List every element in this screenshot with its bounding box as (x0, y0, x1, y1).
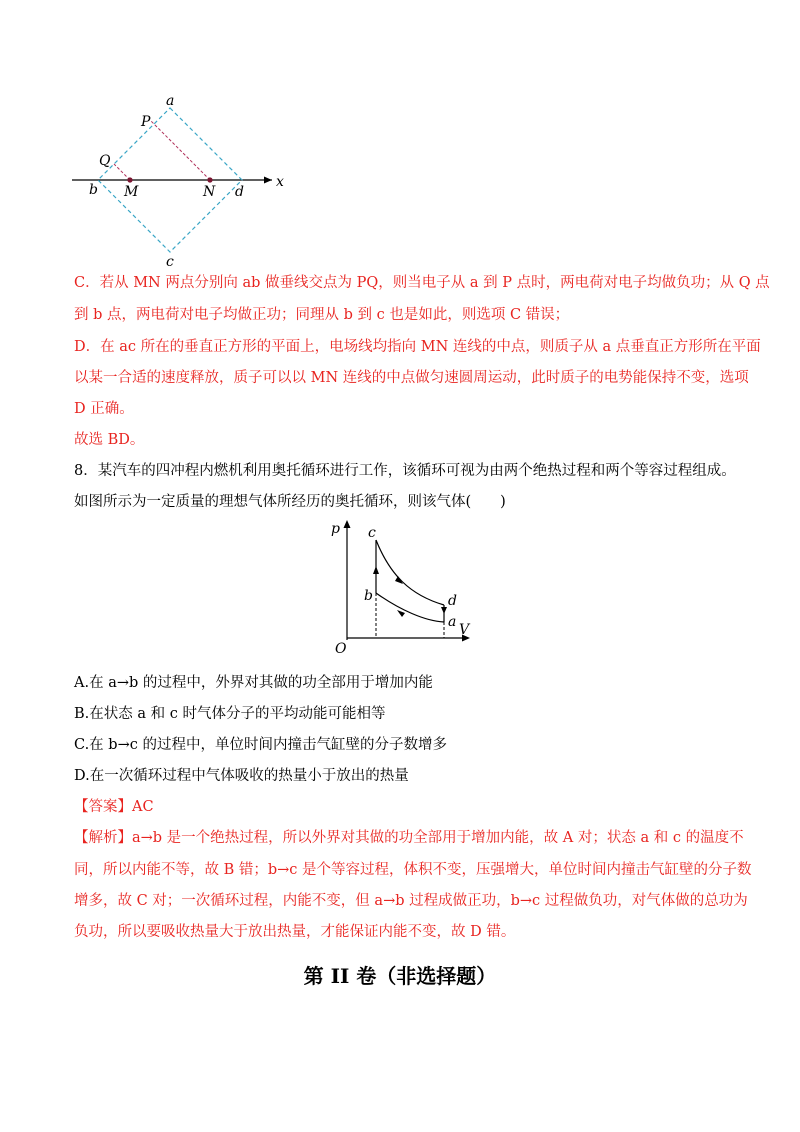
analysis-d-line3: D 正确。 (74, 401, 134, 417)
question8-stem-line1: 8．某汽车的四冲程内燃机利用奥托循环进行工作，该循环可视为由两个绝热过程和两个等容过程组成。 (74, 463, 736, 479)
label-M: M (124, 184, 139, 200)
p-axis-arrow (344, 520, 351, 528)
label-P: P (141, 114, 151, 130)
answer-line: 【答案】AC (74, 799, 154, 815)
charge-M (127, 177, 132, 182)
graph-label-c: c (368, 525, 376, 541)
graph-label-a: a (448, 614, 457, 630)
analysis-conclusion: 故选 BD。 (74, 432, 145, 448)
option-b: B.在状态 a 和 c 时气体分子的平均动能可能相等 (74, 706, 386, 722)
perpendicular-MQ (114, 164, 130, 180)
label-b: b (89, 182, 98, 198)
analysis-d-line2: 以某一合适的速度释放，质子可以以 MN 连线的中点做匀速圆周运动，此时质子的电势能保持不变，选项 (74, 370, 749, 386)
analysis-c-line2: 到 b 点，两电荷对电子均做正功；同理从 b 到 c 也是如此，则选项 C 错误； (74, 307, 570, 323)
perpendicular-NP (150, 120, 210, 180)
option-c: C.在 b→c 的过程中，单位时间内撞击气缸壁的分子数增多 (74, 737, 447, 753)
otto-cycle-graph (0, 515, 800, 655)
arrow-b-c (373, 566, 379, 574)
label-x: x (276, 174, 284, 190)
label-c: c (166, 254, 174, 270)
explanation-line4: 负功，所以要吸收热量大于放出热量，才能保证内能不变，故 D 错。 (74, 924, 516, 940)
arrow-c-d (395, 576, 403, 584)
explanation-line2: 同，所以内能不等，故 B 错；b→c 是个等容过程，体积不变，压强增大，单位时间内撞击气缸壁的分子数 (74, 862, 752, 878)
analysis-d-line1: D．在 ac 所在的垂直正方形的平面上，电场线均指向 MN 连线的中点，则质子从 a 点垂直正方形所在平面 (74, 339, 761, 355)
process-c-d (376, 540, 444, 605)
charge-N (207, 177, 212, 182)
analysis-c-line1: C．若从 MN 两点分别向 ab 做垂线交点为 PQ，则当电子从 a 到 P 点时，两电荷对电子均做负功；从 Q 点 (74, 275, 770, 291)
process-a-b (376, 593, 444, 622)
arrow-d-a (441, 607, 447, 614)
graph-label-O: O (335, 641, 347, 655)
option-a: A.在 a→b 的过程中，外界对其做的功全部用于增加内能 (74, 675, 433, 691)
label-Q: Q (99, 153, 111, 169)
label-a: a (166, 93, 175, 109)
option-d: D.在一次循环过程中气体吸收的热量小于放出的热量 (74, 768, 409, 784)
label-d: d (235, 184, 244, 200)
section-title: 第 II 卷（非选择题） (303, 964, 497, 988)
x-axis-arrow (264, 177, 272, 184)
label-N: N (203, 184, 216, 200)
explanation-line3: 增多，故 C 对；一次循环过程，内能不变，但 a→b 过程成做正功，b→c 过程做负功，对气体做的总功为 (74, 893, 748, 909)
arrow-a-b (397, 610, 405, 617)
question8-stem-line2: 如图所示为一定质量的理想气体所经历的奥托循环，则该气体( ) (74, 494, 506, 510)
graph-label-b: b (364, 588, 373, 604)
explanation-line1: 【解析】a→b 是一个绝热过程，所以外界对其做的功全部用于增加内能，故 A 对；状态 a 和 c 的温度不 (74, 830, 744, 846)
graph-label-d: d (448, 593, 457, 609)
graph-label-p: p (331, 521, 340, 537)
graph-label-V: V (459, 622, 470, 638)
